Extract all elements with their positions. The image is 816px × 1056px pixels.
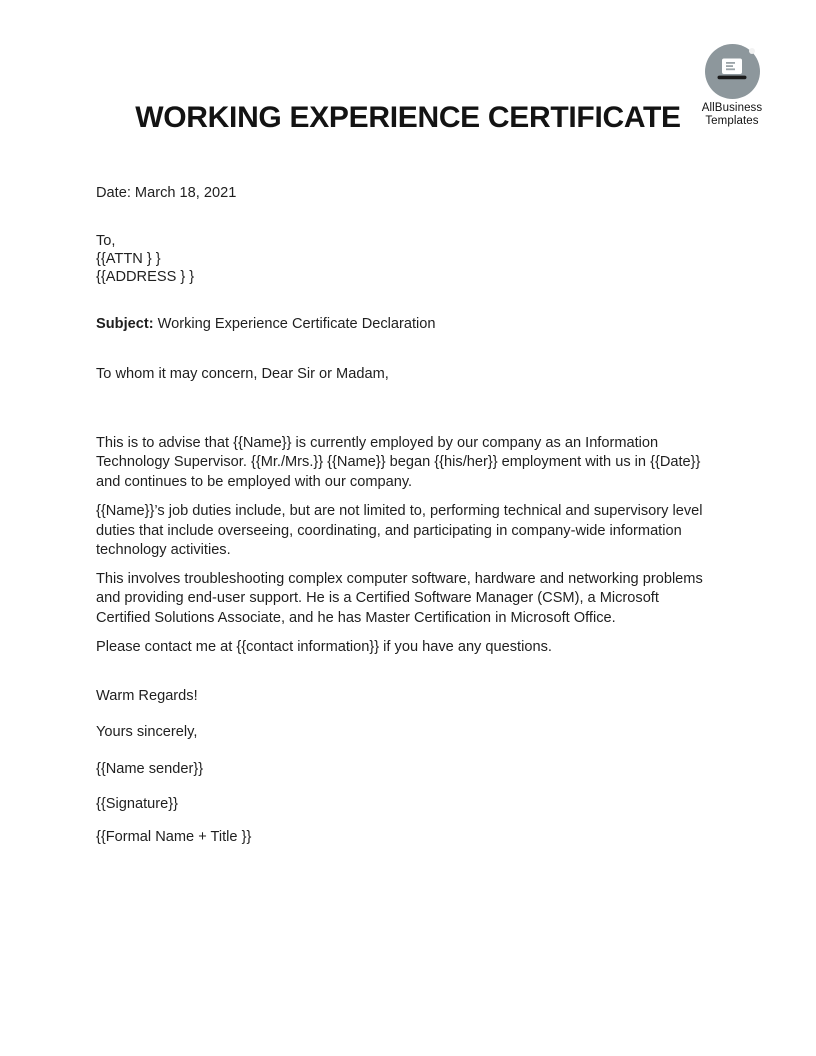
- closing-sincerely: Yours sincerely,: [96, 724, 198, 740]
- recipient-to: To,: [96, 232, 116, 249]
- closing-name-sender-placeholder: {{Name sender}}: [96, 760, 204, 777]
- recipient-block: [96, 232, 712, 286]
- closing-signature-placeholder: {{Signature}}: [96, 796, 178, 812]
- salutation: To whom it may concern, Dear Sir or Madam,: [96, 366, 389, 382]
- body-paragraph-2: {{Name}}’s job duties include, but are not limited to, performing technical and supervisory level duties that include overseeing, coordinating, and participating in company-wide information technology activities.: [96, 503, 703, 558]
- allbusiness-templates-logo: [690, 44, 774, 128]
- date-line: Date: March 18, 2021: [96, 185, 237, 201]
- body-paragraph-1: This is to advise that {{Name}} is currently employed by our company as an Information Technology Supervisor. {{Mr./Mrs.}} {{Name}} began {{his/her}} employment with us in {{Date}} and continues to be employed with our company.: [96, 434, 701, 490]
- laptop-icon: [715, 57, 749, 85]
- subject-label: Subject:: [96, 315, 154, 332]
- body-paragraph-contact: Please contact me at {{contact information}} if you have any questions.: [96, 639, 552, 655]
- subject-text: Working Experience Certificate Declaration: [157, 315, 436, 332]
- recipient-address-placeholder: {{ADDRESS } }: [96, 268, 195, 285]
- document-title: WORKING EXPERIENCE CERTIFICATE: [135, 101, 681, 134]
- closing-formal-name-placeholder: {{Formal Name + Title }}: [96, 828, 252, 845]
- closing-regards: Warm Regards!: [96, 687, 198, 704]
- letter-body: [96, 184, 712, 847]
- logo-circle: [705, 44, 760, 99]
- subject-line: [96, 315, 712, 335]
- logo-highlight-dot: [749, 48, 755, 54]
- logo-text-line1: AllBusiness: [701, 102, 763, 114]
- body-paragraph-3: This involves troubleshooting complex computer software, hardware and networking problems and providing end-user support. He is a Certified Software Manager (CSM), a Microsoft Certified Solutions Associate, and he has Master Certification in Microsoft Office.: [96, 570, 703, 626]
- logo-text-line2: Templates: [705, 115, 759, 127]
- recipient-attn-placeholder: {{ATTN } }: [96, 250, 161, 267]
